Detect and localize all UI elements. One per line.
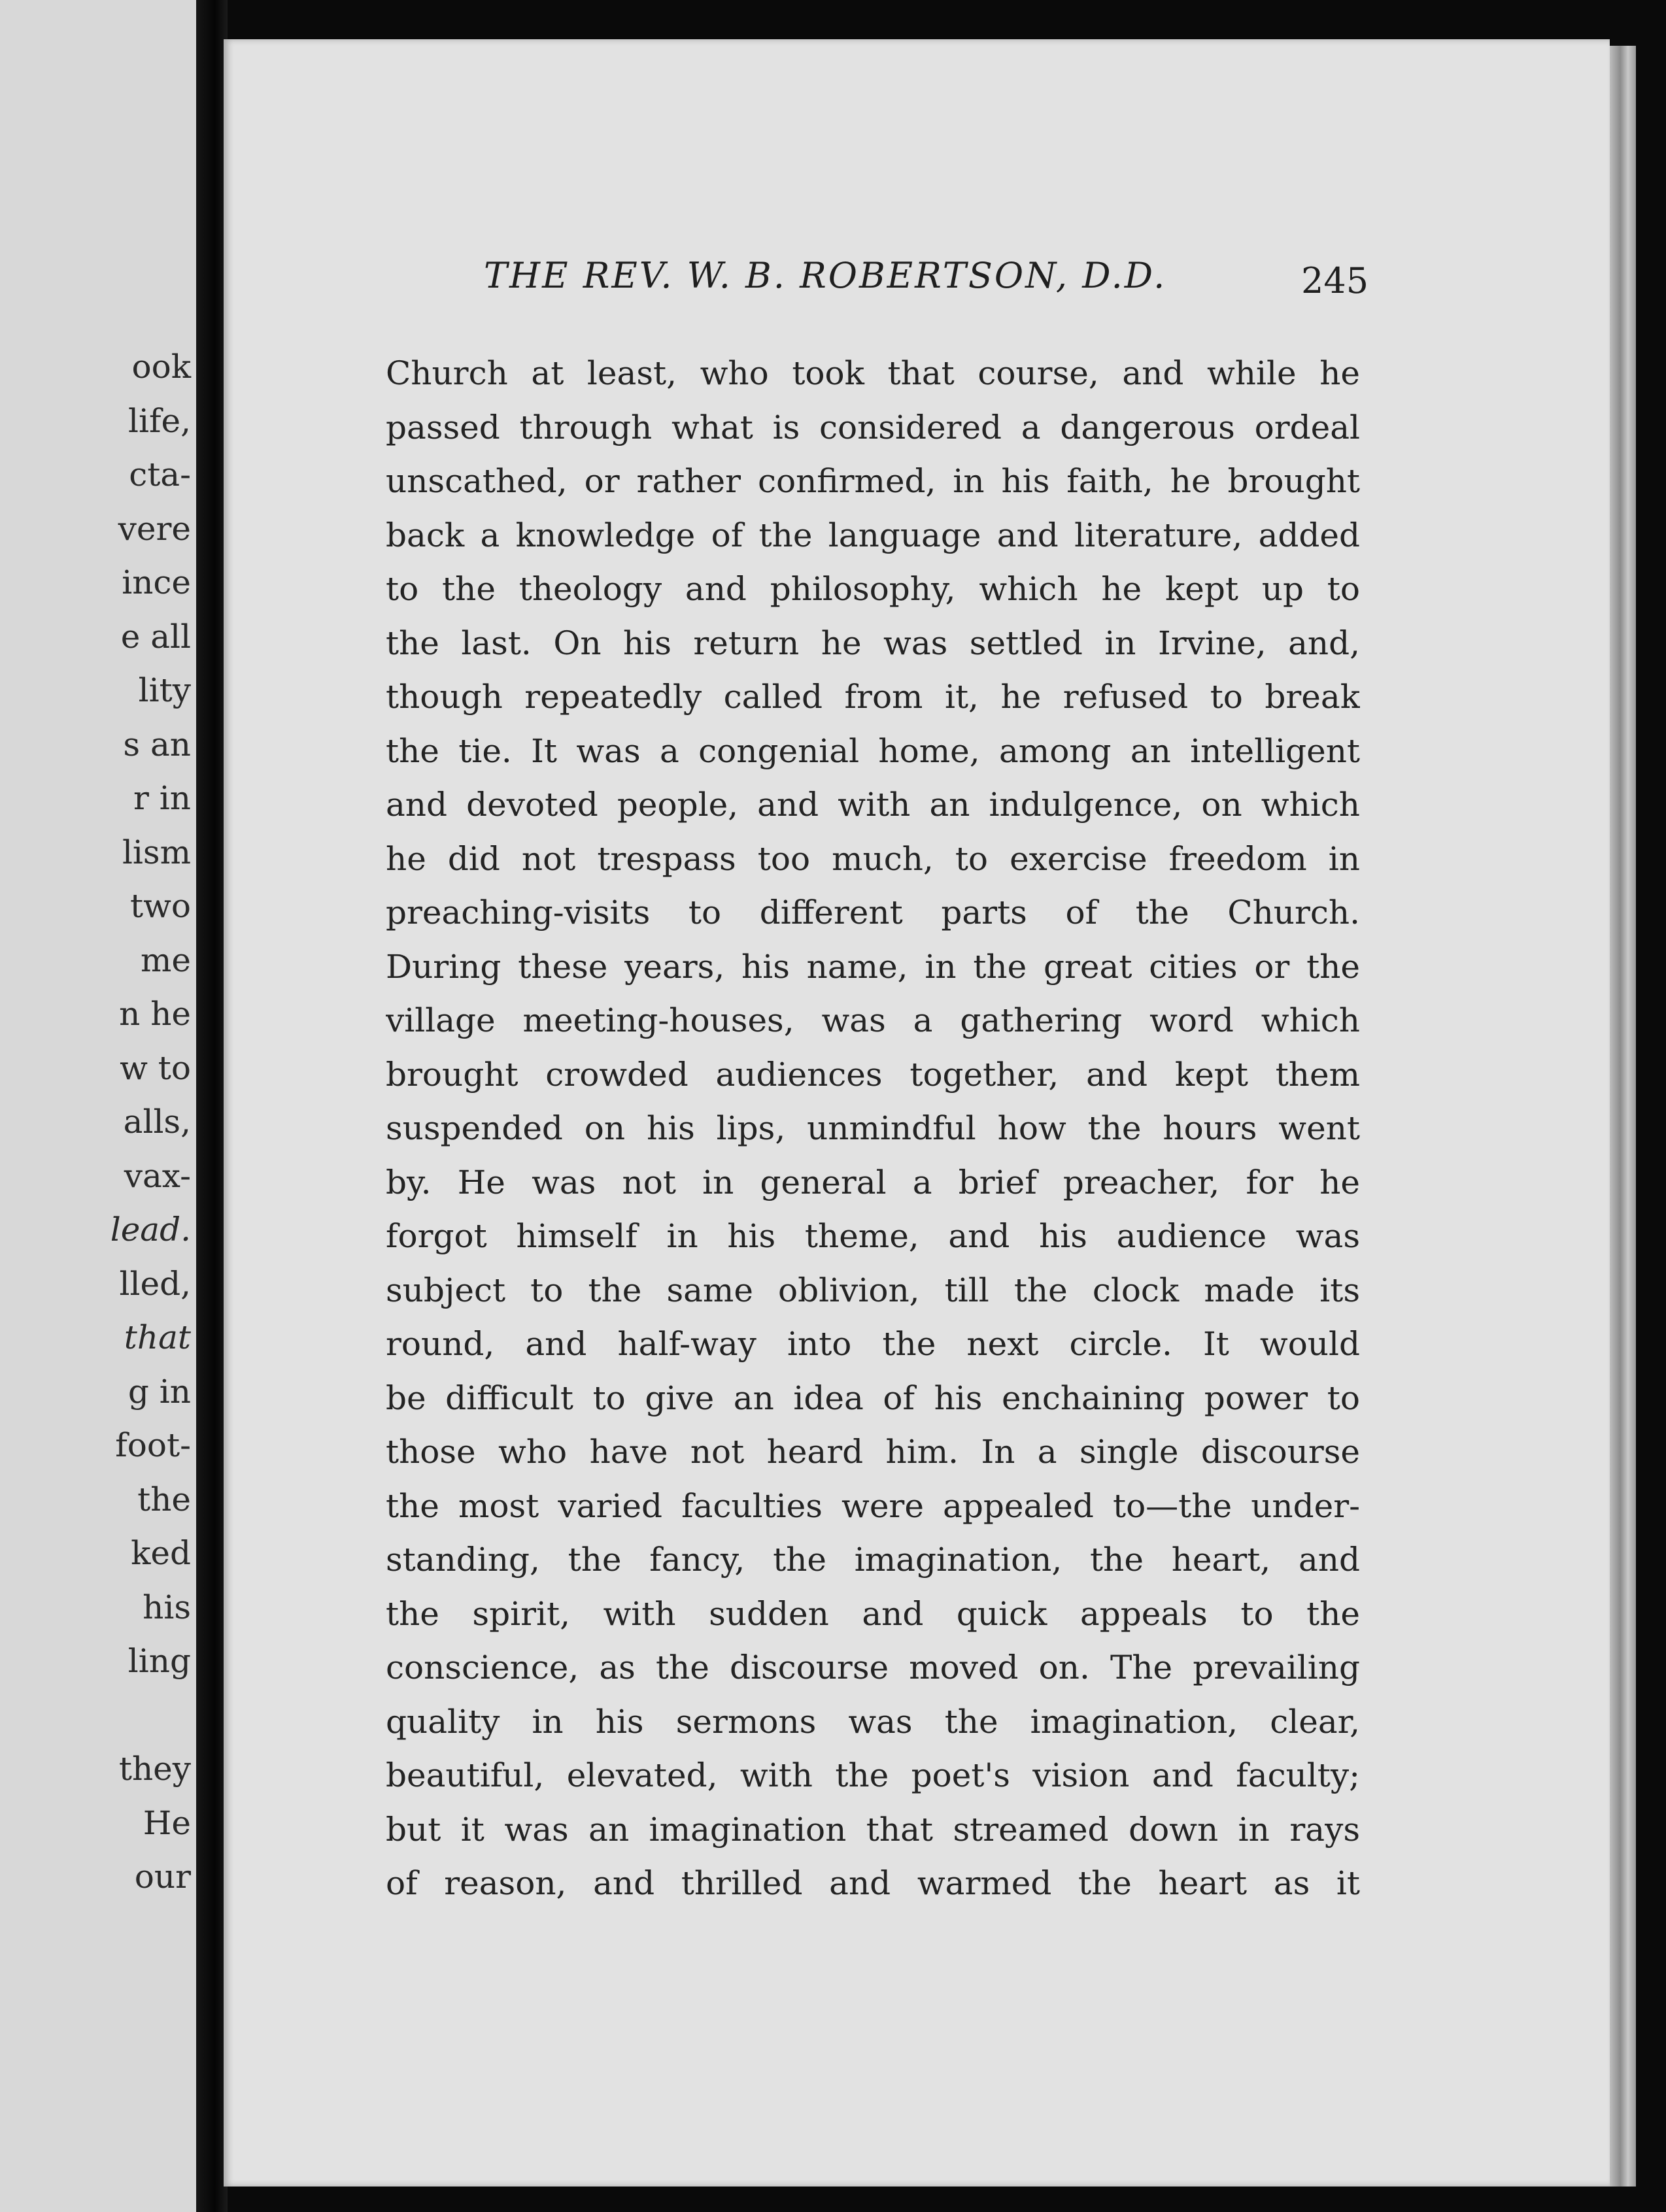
left-text-fragment: foot- (115, 1426, 191, 1464)
page-edge (1610, 46, 1636, 2187)
left-text-fragment: g in (128, 1372, 191, 1411)
text-line: but it was an imagination that streamed down in rays (386, 1810, 1360, 1849)
left-text-fragment: vax- (124, 1156, 191, 1195)
body-text (386, 346, 1360, 1911)
text-line: round, and half-way into the next circle. It would (386, 1325, 1360, 1363)
text-line: passed through what is considered a dangerous ordeal (386, 408, 1360, 446)
left-text-fragment: they (118, 1750, 191, 1788)
text-line: be difficult to give an idea of his enchaining power to (386, 1379, 1360, 1417)
running-head: THE REV. W. B. ROBERTSON, D.D. (484, 255, 1167, 296)
left-text-fragment: lled, (119, 1264, 191, 1303)
left-text-fragment: that (124, 1318, 191, 1356)
left-text-fragment: the (137, 1480, 191, 1518)
text-line: suspended on his lips, unmindful how the hours went (386, 1109, 1360, 1147)
text-line: he did not trespass too much, to exercise freedom in (386, 839, 1360, 878)
left-text-fragment: vere (118, 509, 191, 548)
left-text-fragment: He (143, 1803, 191, 1842)
text-line: village meeting-houses, was a gathering word which (386, 1001, 1360, 1039)
text-line: to the theology and philosophy, which he kept up to (386, 570, 1360, 608)
text-line: back a knowledge of the language and literature, added (386, 516, 1360, 554)
left-text-fragment: n he (119, 995, 191, 1033)
text-line: brought crowded audiences together, and kept them (386, 1055, 1360, 1094)
left-text-fragment (21, 1688, 191, 1743)
text-line: forgot himself in his theme, and his audience was (386, 1217, 1360, 1255)
text-line: unscathed, or rather confirmed, in his faith, he brought (386, 462, 1360, 500)
left-text-fragment: lity (138, 671, 191, 709)
text-line: beautiful, elevated, with the poet's vision and faculty; (386, 1756, 1360, 1794)
text-line: standing, the fancy, the imagination, the heart, and (386, 1541, 1360, 1579)
text-line: During these years, his name, in the great cities or the (386, 947, 1360, 986)
text-line: though repeatedly called from it, he refused to break (386, 678, 1360, 716)
left-text-fragment: our (134, 1858, 191, 1896)
text-line: the tie. It was a congenial home, among an intelligent (386, 731, 1360, 770)
left-text-fragment: me (140, 941, 191, 979)
left-text-fragment: ook (131, 348, 191, 386)
left-text-fragment: life, (128, 401, 191, 440)
left-text-fragment: alls, (123, 1103, 191, 1141)
left-facing-page (0, 0, 196, 2212)
text-line: quality in his sermons was the imagination, clear, (386, 1702, 1360, 1741)
left-text-fragment: his (143, 1588, 191, 1626)
text-line: the most varied faculties were appealed to—the under- (386, 1486, 1360, 1525)
text-line: the spirit, with sudden and quick appeals to the (386, 1594, 1360, 1633)
left-text-fragment: ked (131, 1534, 191, 1572)
text-line: and devoted people, and with an indulgence, on which (386, 786, 1360, 824)
left-text-fragment: lism (122, 833, 191, 871)
text-line: those who have not heard him. In a single discourse (386, 1433, 1360, 1471)
book-gutter (196, 0, 228, 2212)
left-text-fragment: cta- (129, 456, 191, 494)
text-line: Church at least, who took that course, and while he (386, 354, 1360, 392)
text-line: of reason, and thrilled and warmed the heart as it (386, 1864, 1360, 1902)
left-text-fragment: two (130, 887, 191, 925)
left-page-text (21, 340, 191, 1904)
left-text-fragment: r in (133, 779, 191, 817)
text-line: preaching-visits to different parts of the Church. (386, 894, 1360, 931)
left-text-fragment: ince (122, 563, 191, 601)
left-text-fragment: lead. (110, 1211, 191, 1248)
text-line: the last. On his return he was settled in Irvine, and, (386, 624, 1360, 662)
text-line: conscience, as the discourse moved on. The prevailing (386, 1649, 1360, 1686)
left-text-fragment: ling (128, 1642, 191, 1680)
text-line: subject to the same oblivion, till the clock made its (386, 1271, 1360, 1309)
text-line: by. He was not in general a brief preacher, for he (386, 1163, 1360, 1201)
left-text-fragment: s an (123, 725, 191, 763)
left-text-fragment: w to (120, 1048, 191, 1087)
page-number: 245 (1301, 260, 1369, 301)
left-text-fragment: e all (120, 617, 191, 656)
